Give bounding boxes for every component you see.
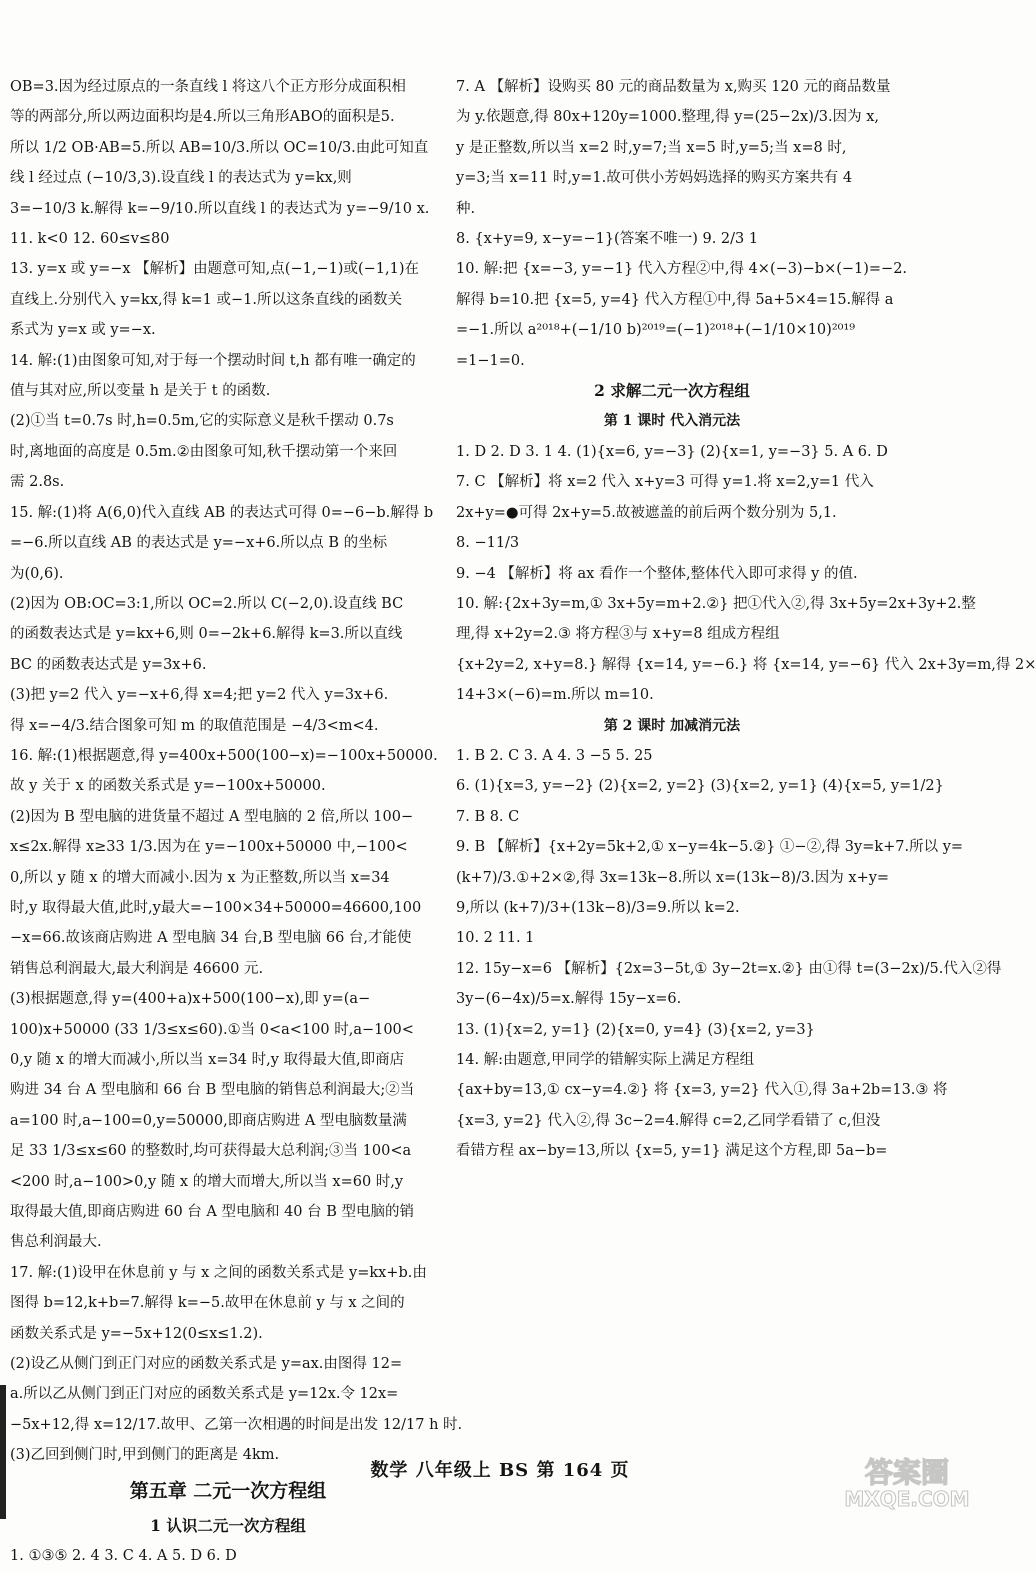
answer-line: (2)设乙从侧门到正门对应的函数关系式是 y=ax.由图得 12= bbox=[10, 1356, 403, 1373]
answer-line: {ax+by=13,① cx−y=4.②} 将 {x=3, y=2} 代入①,得 3a+2b=13.③ 将 bbox=[456, 1082, 948, 1099]
answer-line: 12. 15y−x=6 【解析】{2x=3−5t,① 3y−2t=x.②} 由①得 t=(3−2x)/5.代入②得 bbox=[456, 960, 1002, 977]
watermark-url: MXQE.COM bbox=[844, 1487, 970, 1511]
answer-line: 7. B 8. C bbox=[456, 808, 520, 825]
answer-line: y 是正整数,所以当 x=2 时,y=7;当 x=5 时,y=5;当 x=8 时, bbox=[456, 139, 847, 156]
answer-line: y=3;当 x=11 时,y=1.故可供小芳妈妈选择的购买方案共有 4 bbox=[456, 170, 853, 187]
answer-line: 销售总利润最大,最大利润是 46600 元. bbox=[10, 960, 264, 977]
answer-line: (3)根据题意,得 y=(400+a)x+500(100−x),即 y=(a− bbox=[10, 991, 371, 1008]
answer-line: 9. B 【解析】{x+2y=5k+2,① x−y=4k−5.②} ①−②,得 3y=k+7.所以 y= bbox=[456, 839, 964, 856]
answer-line: 14. 解:由题意,甲同学的错解实际上满足方程组 bbox=[456, 1052, 755, 1068]
answer-line: 线 l 经过点 (−10/3,3).设直线 l 的表达式为 y=kx,则 bbox=[10, 170, 352, 187]
answer-line: 14+3×(−6)=m.所以 m=10. bbox=[456, 687, 654, 704]
answer-line: (k+7)/3.①+2×②,得 3x=13k−8.所以 x=(13k−8)/3.因为 x+y= bbox=[456, 869, 890, 886]
answer-line: 为 y.依题意,得 80x+120y=1000.整理,得 y=(25−2x)/3.因为 x, bbox=[456, 109, 879, 126]
answer-line: 0,y 随 x 的增大而减小,所以当 x=34 时,y 取得最大值,即商店 bbox=[10, 1052, 405, 1068]
answer-line: 等的两部分,所以两边面积均是4.所以三角形ABO的面积是5. bbox=[10, 109, 395, 126]
answer-line: 的函数表达式是 y=kx+6,则 0=−2k+6.解得 k=3.所以直线 bbox=[10, 626, 403, 643]
answer-line: 得 x=−4/3.结合图象可知 m 的取值范围是 −4/3<m<4. bbox=[10, 717, 379, 734]
answer-line: 2x+y=●可得 2x+y=5.故被遮盖的前后两个数分别为 5,1. bbox=[456, 504, 837, 521]
answer-line: (2)因为 OB:OC=3:1,所以 OC=2.所以 C(−2,0).设直线 BC bbox=[10, 595, 404, 612]
answer-line: −5x+12,得 x=12/17.故甲、乙第一次相遇的时间是出发 12/17 h 时. bbox=[10, 1416, 463, 1433]
answer-line: (3)把 y=2 代入 y=−x+6,得 x=4;把 y=2 代入 y=3x+6. bbox=[10, 687, 389, 704]
answer-line: 9. −4 【解析】将 ax 看作一个整体,整体代入即可求得 y 的值. bbox=[456, 565, 858, 582]
answer-line: 14. 解:(1)由图象可知,对于每一个摆动时间 t,h 都有唯一确定的 bbox=[10, 352, 416, 369]
answer-line: 时,离地面的高度是 0.5m.②由图象可知,秋千摆动第一个来回 bbox=[10, 443, 398, 460]
answer-line: 取得最大值,即商店购进 60 台 A 型电脑和 40 台 B 型电脑的销 bbox=[10, 1204, 415, 1221]
answer-line: 15. 解:(1)将 A(6,0)代入直线 AB 的表达式可得 0=−6−b.解得 b bbox=[10, 504, 434, 521]
answer-line: =1−1=0. bbox=[456, 352, 525, 369]
answer-line: 故 y 关于 x 的函数关系式是 y=−100x+50000. bbox=[10, 778, 326, 795]
answer-line: (2)因为 B 型电脑的进货量不超过 A 型电脑的 2 倍,所以 100− bbox=[10, 808, 414, 825]
answer-line: 7. C 【解析】将 x=2 代入 x+y=3 可得 y=1.将 x=2,y=1 代入 bbox=[456, 474, 874, 491]
answer-line: <200 时,a−100>0,y 随 x 的增大而增大,所以当 x=60 时,y bbox=[10, 1173, 404, 1190]
answer-line: 需 2.8s. bbox=[10, 474, 65, 491]
answer-line: 图得 b=12,k+b=7.解得 k=−5.故甲在休息前 y 与 x 之间的 bbox=[10, 1295, 405, 1312]
answer-line: 系式为 y=x 或 y=−x. bbox=[10, 322, 156, 339]
answer-line: 100)x+50000 (33 1/3≤x≤60).①当 0<a<100 时,a−100< bbox=[10, 1021, 414, 1038]
section-heading: 2 求解二元一次方程组 bbox=[594, 381, 750, 401]
answer-line: 9,所以 (k+7)/3+(13k−8)/3=9.所以 k=2. bbox=[456, 899, 740, 916]
answer-line: 函数关系式是 y=−5x+12(0≤x≤1.2). bbox=[10, 1325, 263, 1342]
answer-line: {x=3, y=2} 代入②,得 3c−2=4.解得 c=2,乙同学看错了 c,但没 bbox=[456, 1112, 881, 1129]
left-column bbox=[10, 72, 463, 1572]
answer-line: 13. y=x 或 y=−x 【解析】由题意可知,点(−1,−1)或(−1,1)在 bbox=[10, 261, 419, 278]
answer-line: 时,y 取得最大值,此时,y最大=−100×34+50000=46600,100 bbox=[10, 899, 422, 916]
answer-line: 售总利润最大. bbox=[10, 1234, 102, 1251]
answer-line: 为(0,6). bbox=[10, 565, 64, 582]
section-heading: 第 2 课时 加减消元法 bbox=[603, 717, 741, 734]
answer-line: 足 33 1/3≤x≤60 的整数时,均可获得最大总利润;③当 100<a bbox=[10, 1143, 412, 1160]
answer-line: OB=3.因为经过原点的一条直线 l 将这八个正方形分成面积相 bbox=[10, 79, 406, 95]
answer-line: 8. {x+y=9, x−y=−1}(答案不唯一) 9. 2/3 1 bbox=[456, 231, 759, 248]
answer-line: 值与其对应,所以变量 h 是关于 t 的函数. bbox=[10, 383, 271, 400]
answer-line: a=100 时,a−100=0,y=50000,即商店购进 A 型电脑数量满 bbox=[10, 1112, 407, 1129]
section-heading: 第 1 课时 代入消元法 bbox=[603, 413, 741, 430]
section-heading: 第五章 二元一次方程组 bbox=[129, 1479, 327, 1502]
watermark-title: 答案圈 bbox=[864, 1456, 950, 1489]
answer-line: 16. 解:(1)根据题意,得 y=400x+500(100−x)=−100x+50000. bbox=[10, 747, 438, 764]
answer-line: 10. 2 11. 1 bbox=[456, 930, 535, 947]
answer-line: 10. 解:{2x+3y=m,① 3x+5y=m+2.②} 把①代入②,得 3x+5y=2x+3y+2.整 bbox=[456, 595, 976, 612]
answer-line: 0,所以 y 随 x 的增大而减小.因为 x 为正整数,所以当 x=34 bbox=[10, 869, 390, 886]
answer-line: 购进 34 台 A 型电脑和 66 台 B 型电脑的销售总利润最大;②当 bbox=[10, 1082, 415, 1099]
answer-line: a.所以乙从侧门到正门对应的函数关系式是 y=12x.令 12x= bbox=[10, 1386, 399, 1403]
section-heading: 1 认识二元一次方程组 bbox=[150, 1515, 306, 1535]
answer-line: 1. B 2. C 3. A 4. 3 −5 5. 25 bbox=[456, 747, 653, 764]
answer-line: 解得 b=10.把 {x=5, y=4} 代入方程①中,得 5a+5×4=15.解得 a bbox=[456, 291, 894, 308]
answer-line: 所以 1/2 OB·AB=5.所以 AB=10/3.所以 OC=10/3.由此可知直 bbox=[10, 139, 429, 156]
answer-line: 10. 解:把 {x=−3, y=−1} 代入方程②中,得 4×(−3)−b×(−1)=−2. bbox=[456, 261, 908, 278]
page-edge-shadow bbox=[0, 1385, 6, 1519]
answer-line: 17. 解:(1)设甲在休息前 y 与 x 之间的函数关系式是 y=kx+b.由 bbox=[10, 1264, 427, 1281]
page-footer: 数学 八年级上 BS 第 164 页 bbox=[370, 1460, 630, 1481]
answer-line: 11. k<0 12. 60≤v≤80 bbox=[10, 231, 170, 248]
answer-line: 8. −11/3 bbox=[456, 535, 520, 552]
answer-line: 6. (1){x=3, y=−2} (2){x=2, y=2} (3){x=2, y=1} (4){x=5, y=1/2} bbox=[456, 778, 944, 795]
answer-line: 1. D 2. D 3. 1 4. (1){x=6, y=−3} (2){x=1, y=−3} 5. A 6. D bbox=[456, 443, 888, 460]
answer-line: 种. bbox=[456, 200, 476, 217]
watermark-logo bbox=[822, 1450, 992, 1512]
answer-line: 3y−(6−4x)/5=x.解得 15y−x=6. bbox=[456, 991, 682, 1008]
answer-line: 13. (1){x=2, y=1} (2){x=0, y=4} (3){x=2, y=3} bbox=[456, 1021, 815, 1038]
answer-line: 理,得 x+2y=2.③ 将方程③与 x+y=8 组成方程组 bbox=[456, 626, 780, 643]
answer-line: 看错方程 ax−by=13,所以 {x=5, y=1} 满足这个方程,即 5a−b= bbox=[456, 1143, 888, 1160]
answer-line: 3=−10/3 k.解得 k=−9/10.所以直线 l 的表达式为 y=−9/10 x. bbox=[10, 200, 430, 217]
answer-line: {x+2y=2, x+y=8.} 解得 {x=14, y=−6.} 将 {x=14, y=−6} 代入 2x+3y=m,得 2× bbox=[456, 656, 1036, 673]
answer-line: 直线上.分别代入 y=kx,得 k=1 或−1.所以这条直线的函数关 bbox=[10, 291, 402, 308]
answer-line: 7. A 【解析】设购买 80 元的商品数量为 x,购买 120 元的商品数量 bbox=[456, 79, 891, 95]
answer-line: BC 的函数表达式是 y=3x+6. bbox=[10, 656, 207, 673]
answer-line: =−1.所以 a²⁰¹⁸+(−1/10 b)²⁰¹⁹=(−1)²⁰¹⁸+(−1/10×10)²⁰¹⁹ bbox=[456, 322, 856, 339]
answer-line: x≤2x.解得 x≥33 1/3.因为在 y=−100x+50000 中,−100< bbox=[10, 839, 408, 856]
answer-line: 1. ①③⑤ 2. 4 3. C 4. A 5. D 6. D bbox=[10, 1548, 237, 1565]
answer-line: (3)乙回到侧门时,甲到侧门的距离是 4km. bbox=[10, 1447, 280, 1464]
answer-line: −x=66.故该商店购进 A 型电脑 34 台,B 型电脑 66 台,才能使 bbox=[10, 930, 412, 947]
answer-line: =−6.所以直线 AB 的表达式是 y=−x+6.所以点 B 的坐标 bbox=[10, 535, 388, 552]
right-column bbox=[456, 72, 1036, 1167]
answer-line: (2)①当 t=0.7s 时,h=0.5m,它的实际意义是秋千摆动 0.7s bbox=[10, 413, 394, 430]
